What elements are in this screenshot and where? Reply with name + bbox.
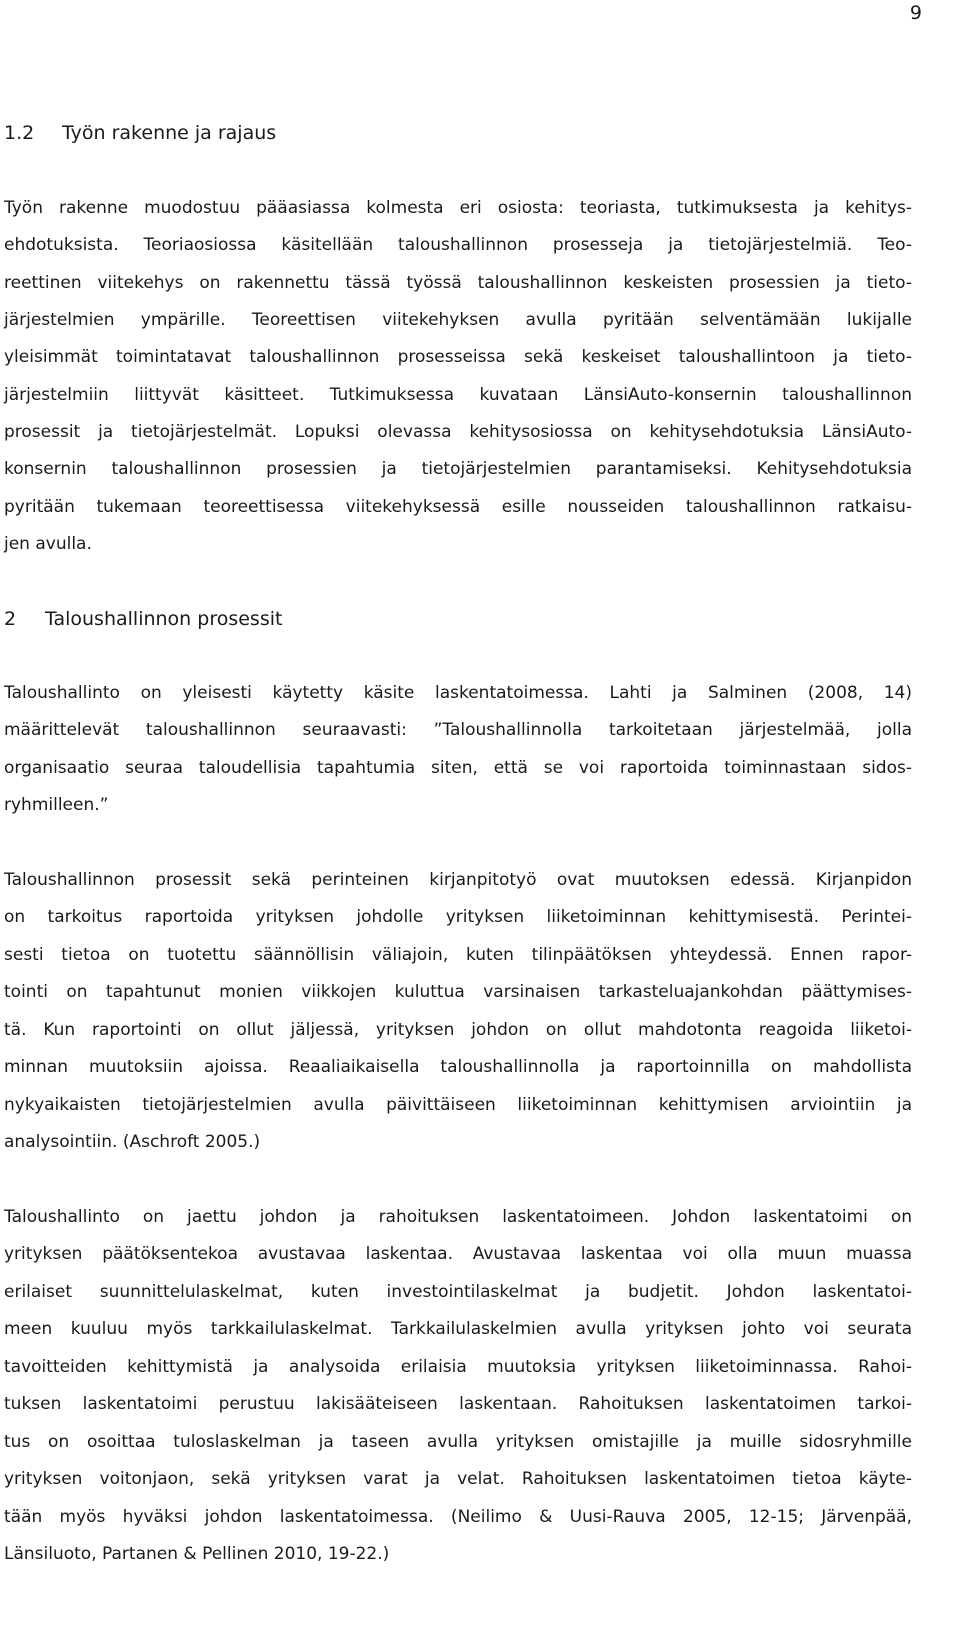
- text-line: reettinen viitekehys on rakennettu tässä työssä taloushallinnon keskeisten prosessien ja tieto-: [4, 272, 912, 293]
- text-line: tään myös hyväksi johdon laskentatoimessa. (Neilimo & Uusi-Rauva 2005, 12-15; Järvenpää,: [4, 1506, 912, 1527]
- section-heading-2: [4, 608, 282, 630]
- text-line: Länsiluoto, Partanen & Pellinen 2010, 19-22.): [4, 1543, 390, 1564]
- text-line: tä. Kun raportointi on ollut jäljessä, yrityksen johdon on ollut mahdotonta reagoida liiketoi-: [4, 1019, 912, 1040]
- text-line: nykyaikaisten tietojärjestelmien avulla päivittäiseen liiketoiminnan kehittymisen arviointiin ja: [4, 1094, 912, 1115]
- text-line: meen kuuluu myös tarkkailulaskelmat. Tarkkailulaskelmien avulla yrityksen johto voi seurata: [4, 1319, 912, 1340]
- section-title: Työn rakenne ja rajaus: [62, 122, 277, 144]
- text-line: tuksen laskentatoimi perustuu lakisääteiseen laskentaan. Rahoituksen laskentatoimen tarkoi-: [4, 1394, 912, 1415]
- text-line: Taloushallinto on yleisesti käytetty käsite laskentatoimessa. Lahti ja Salminen (2008, 14): [4, 683, 912, 703]
- text-line: Taloushallinto on jaettu johdon ja rahoituksen laskentatoimeen. Johdon laskentatoimi on: [4, 1207, 912, 1227]
- text-line: jen avulla.: [4, 533, 92, 554]
- text-line: prosessit ja tietojärjestelmät. Lopuksi olevassa kehitysosiossa on kehitysehdotuksia LänsiAuto-: [4, 421, 912, 442]
- text-line: ehdotuksista. Teoriaosiossa käsitellään taloushallinnon prosesseja ja tietojärjestelmiä. Teo-: [4, 235, 912, 256]
- page-number: 9: [909, 2, 922, 24]
- text-line: järjestelmiin liittyvät käsitteet. Tutkimuksessa kuvataan LänsiAuto-konsernin taloushallinnon: [4, 384, 912, 405]
- text-line: minnan muutoksiin ajoissa. Reaaliaikaisella taloushallinnolla ja raportoinnilla on mahdollista: [4, 1057, 912, 1078]
- text-line: tavoitteiden kehittymistä ja analysoida erilaisia muutoksia yrityksen liiketoiminnassa. Rahoi-: [4, 1356, 912, 1377]
- text-line: pyritään tukemaan teoreettisessa viitekehyksessä esille nousseiden taloushallinnon ratkaisu-: [4, 496, 912, 517]
- text-line: konsernin taloushallinnon prosessien ja tietojärjestelmien parantamiseksi. Kehitysehdotuksia: [4, 459, 912, 480]
- text-line: erilaiset suunnittelulaskelmat, kuten investointilaskelmat ja budjetit. Johdon laskentatoi-: [4, 1281, 912, 1302]
- section-title: Taloushallinnon prosessit: [45, 608, 283, 630]
- text-line: järjestelmien ympärille. Teoreettisen viitekehyksen avulla pyritään selventämään lukijalle: [4, 309, 912, 330]
- text-line: tointi on tapahtunut monien viikkojen kuluttua varsinaisen tarkasteluajankohdan päättymises-: [4, 982, 912, 1003]
- section-number: 1.2: [4, 122, 35, 144]
- text-line: yrityksen voitonjaon, sekä yrityksen varat ja velat. Rahoituksen laskentatoimen tietoa käyte-: [4, 1469, 912, 1490]
- section-heading-1-2: [4, 122, 276, 144]
- text-line: tus on osoittaa tuloslaskelman ja taseen avulla yrityksen omistajille ja muille sidosryhmille: [4, 1431, 912, 1452]
- text-line: yleisimmät toimintatavat taloushallinnon prosesseissa sekä keskeiset taloushallintoon ja tieto-: [4, 347, 912, 368]
- section-number: 2: [4, 608, 17, 630]
- text-line: yrityksen päätöksentekoa avustavaa laskentaa. Avustavaa laskentaa voi olla muun muassa: [4, 1244, 912, 1265]
- text-line: sesti tietoa on tuotettu säännöllisin väliajoin, kuten tilinpäätöksen yhteydessä. Ennen rapor-: [4, 944, 912, 965]
- text-line: Taloushallinnon prosessit sekä perinteinen kirjanpitotyö ovat muutoksen edessä. Kirjanpidon: [4, 870, 912, 890]
- text-line: analysointiin. (Aschroft 2005.): [4, 1132, 261, 1152]
- text-line: organisaatio seuraa taloudellisia tapahtumia siten, että se voi raportoida toiminnastaan sidos-: [4, 757, 912, 778]
- text-line: ryhmilleen.”: [4, 794, 109, 815]
- text-line: Työn rakenne muodostuu pääasiassa kolmesta eri osiosta: teoriasta, tutkimuksesta ja kehitys-: [4, 198, 912, 218]
- text-line: on tarkoitus raportoida yrityksen johdolle yrityksen liiketoiminnan kehittymisestä. Perintei-: [4, 907, 912, 928]
- text-line: määrittelevät taloushallinnon seuraavasti: ”Taloushallinnolla tarkoitetaan järjestelmää, jolla: [4, 720, 912, 741]
